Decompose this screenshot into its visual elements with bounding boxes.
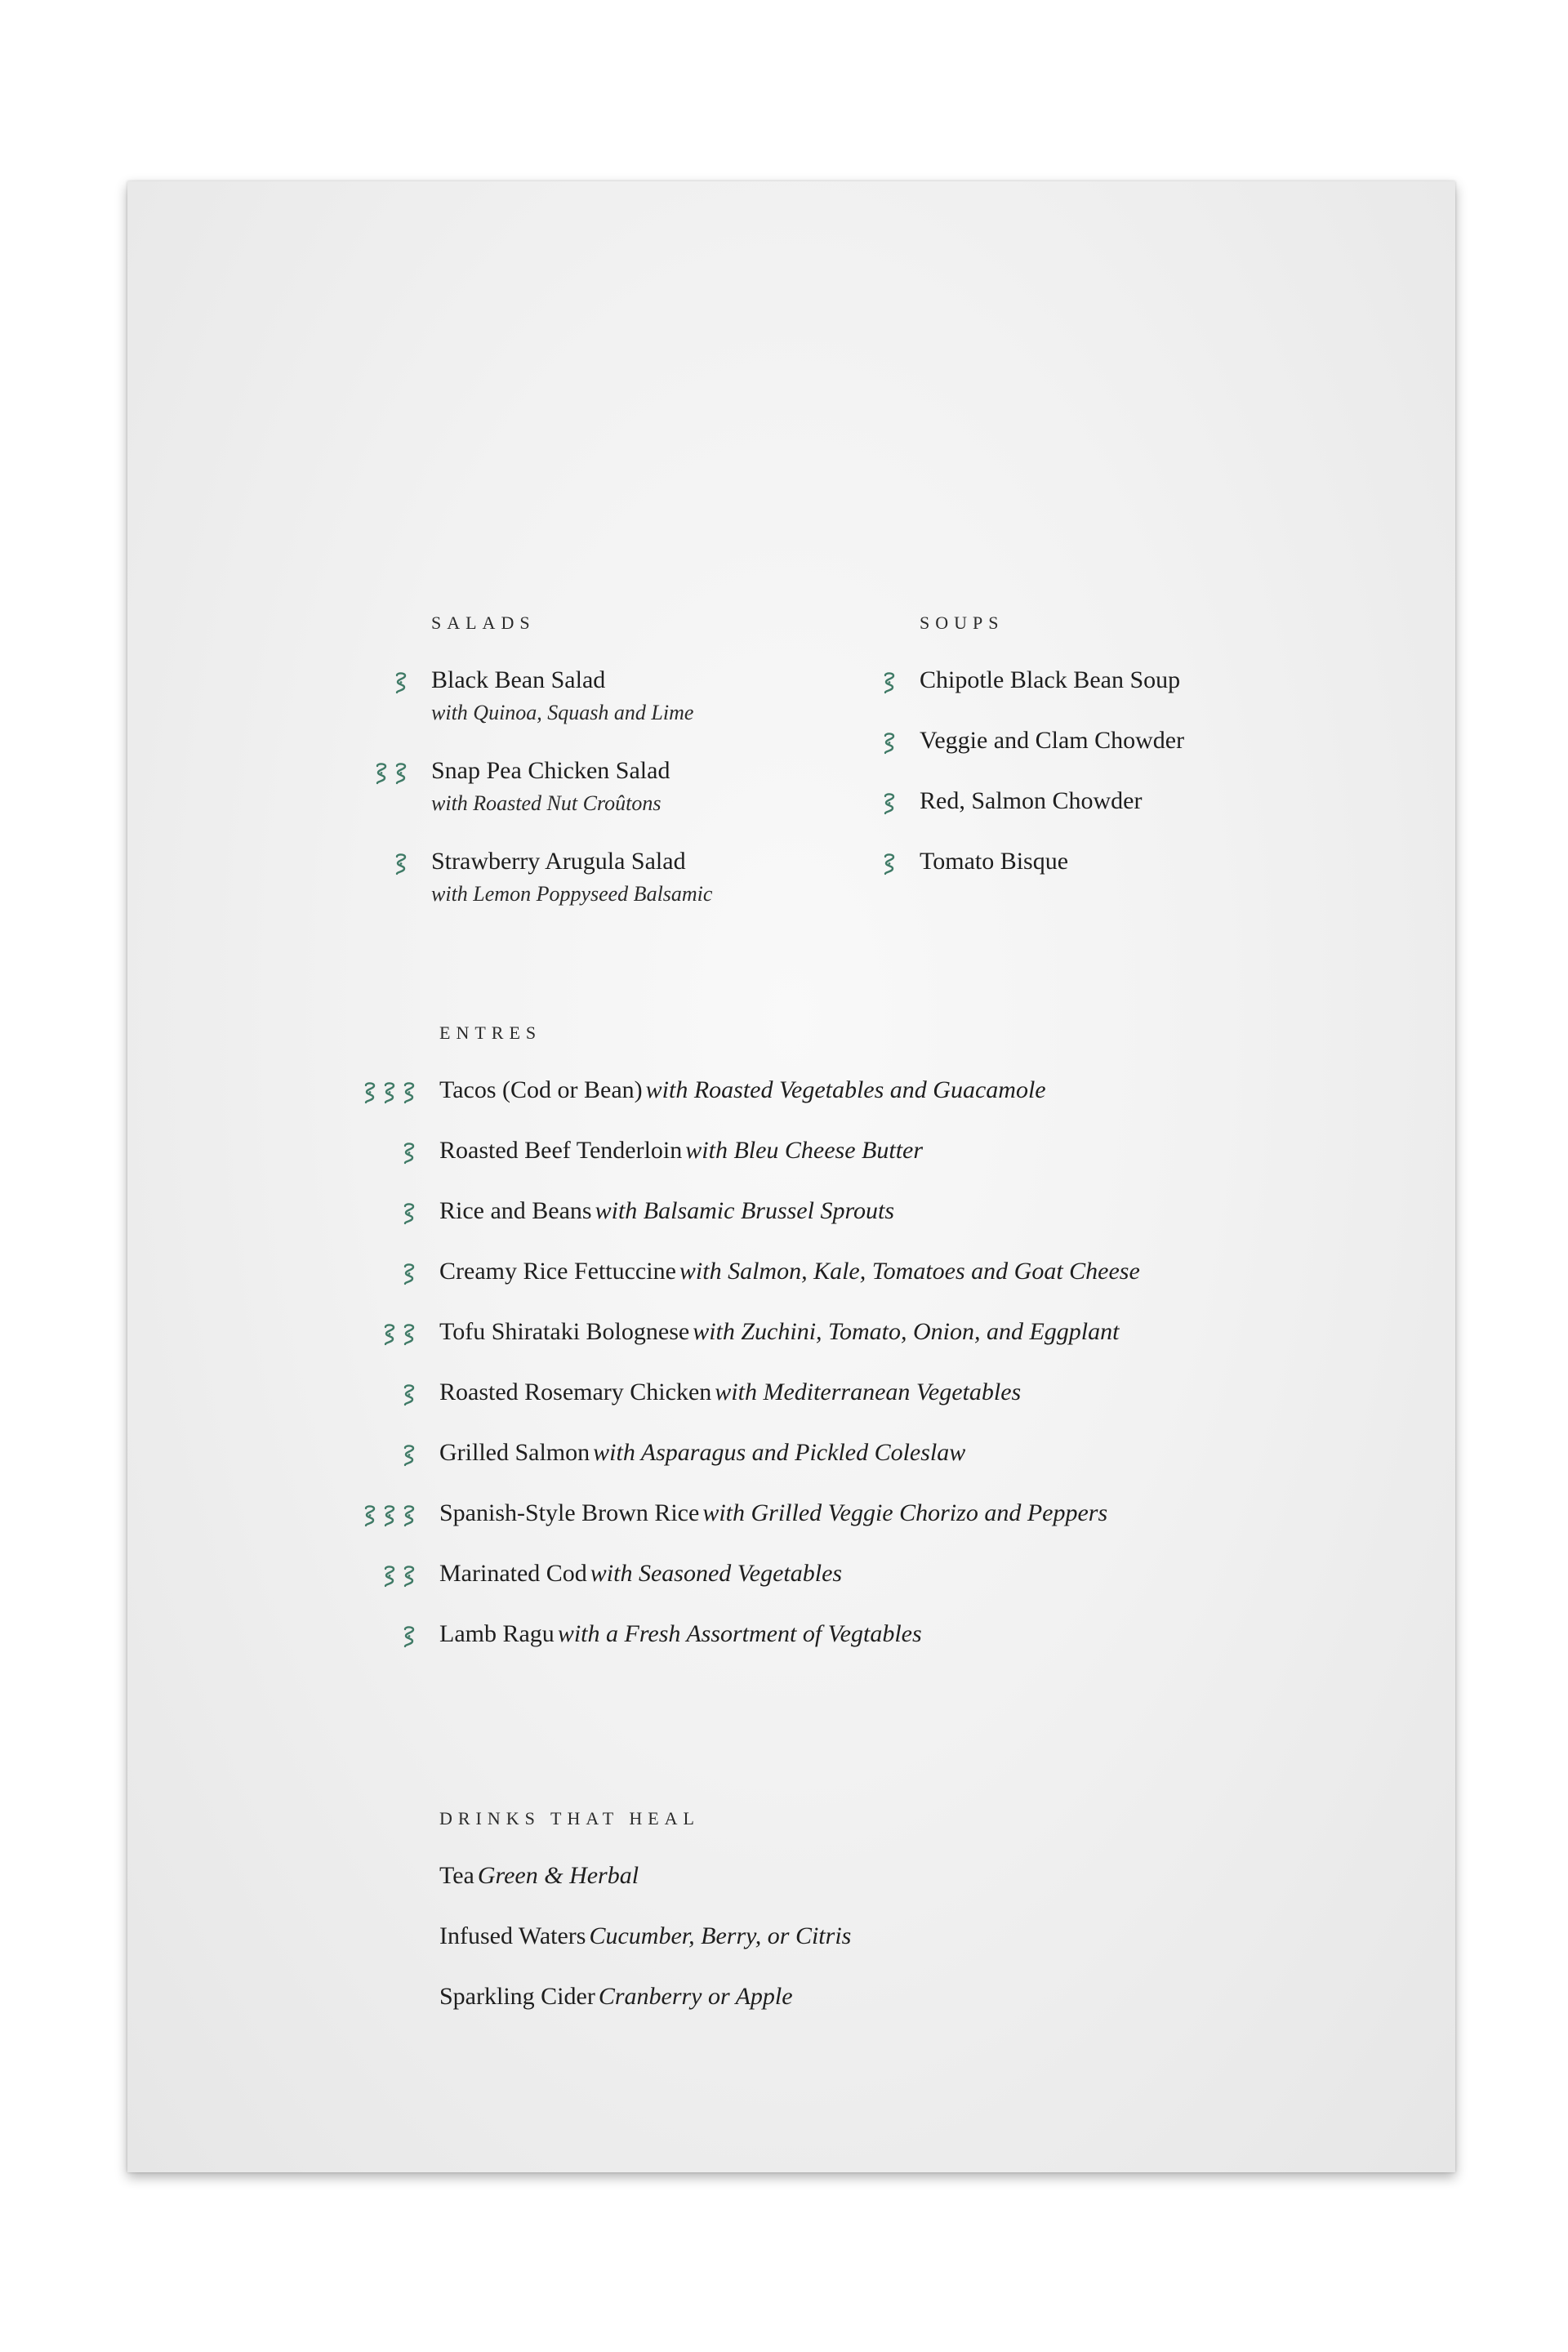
salad-sub-2: with Roasted Nut Croûtons [431,791,662,815]
entres-title: ENTRES [439,1022,542,1043]
soup-marks-3 [882,789,897,818]
entre-name-3: Rice and Beans [439,1197,592,1224]
drink-desc-1: Green & Herbal [477,1862,639,1889]
entre-marks-2 [402,1138,416,1168]
entre-name-7: Grilled Salmon [439,1439,590,1466]
drinks-title: DRINKS THAT HEAL [439,1808,700,1829]
drink-row-3 [439,1983,793,2011]
salad-sub-3: with Lemon Poppyseed Balsamic [431,882,713,906]
entre-row-10 [439,1620,922,1648]
entre-marks-6 [402,1380,416,1410]
drink-desc-3: Cranberry or Apple [598,1983,793,2010]
entre-row-2 [439,1137,923,1165]
soup-name-4: Tomato Bisque [920,848,1069,875]
entre-desc-8: with Grilled Veggie Chorizo and Peppers [702,1499,1108,1526]
spiral-icon [402,1080,416,1105]
drink-name-2: Infused Waters [439,1922,586,1949]
entre-marks-7 [402,1441,416,1470]
spiral-icon [402,1564,416,1588]
entre-marks-10 [402,1622,416,1651]
soups-title: SOUPS [920,612,1004,633]
salad-marks-1 [394,668,408,697]
spiral-icon [882,731,897,755]
drink-desc-2: Cucumber, Berry, or Citris [589,1922,852,1949]
salad-marks-2 [374,759,408,788]
entre-marks-9 [382,1561,416,1591]
spiral-icon [363,1080,377,1105]
spiral-icon [394,852,408,876]
entre-row-3 [439,1197,894,1225]
entre-row-4 [439,1258,1140,1285]
spiral-icon [363,1503,377,1528]
entre-desc-2: with Bleu Cheese Butter [685,1137,924,1164]
soup-marks-4 [882,849,897,879]
entre-marks-3 [402,1199,416,1228]
entre-name-4: Creamy Rice Fettuccine [439,1258,676,1285]
soup-marks-2 [882,728,897,758]
entre-row-6 [439,1379,1021,1406]
drink-row-1 [439,1862,639,1890]
spiral-icon [394,670,408,695]
soup-marks-1 [882,668,897,697]
soup-name-1: Chipotle Black Bean Soup [920,666,1181,693]
entre-desc-7: with Asparagus and Pickled Coleslaw [593,1439,966,1466]
entre-desc-1: with Roasted Vegetables and Guacamole [645,1076,1046,1103]
soup-name-2: Veggie and Clam Chowder [920,727,1185,754]
salad-name-2: Snap Pea Chicken Salad [431,757,670,784]
soup-name-3: Red, Salmon Chowder [920,787,1143,814]
spiral-icon [402,1201,416,1226]
spiral-icon [882,791,897,816]
salad-marks-3 [394,849,408,879]
entre-name-8: Spanish-Style Brown Rice [439,1499,700,1526]
spiral-icon [382,1503,397,1528]
salad-name-1: Black Bean Salad [431,666,606,693]
menu-sheet [127,181,1455,2172]
entre-name-1: Tacos (Cod or Bean) [439,1076,643,1103]
entre-row-7 [439,1439,965,1467]
spiral-icon [402,1322,416,1347]
entre-row-9 [439,1560,842,1588]
spiral-icon [402,1141,416,1165]
entre-desc-9: with Seasoned Vegetables [590,1560,843,1587]
drink-name-1: Tea [439,1862,474,1889]
spiral-icon [374,761,389,786]
spiral-icon [382,1322,397,1347]
salads-title: SALADS [431,612,536,633]
entre-row-5 [439,1318,1119,1346]
salad-name-3: Strawberry Arugula Salad [431,848,686,875]
entre-marks-8 [363,1501,416,1530]
entre-marks-1 [363,1078,416,1107]
spiral-icon [402,1503,416,1528]
entre-row-8 [439,1499,1107,1527]
entre-desc-10: with a Fresh Assortment of Vegtables [557,1620,922,1647]
entre-name-9: Marinated Cod [439,1560,587,1587]
entre-name-6: Roasted Rosemary Chicken [439,1379,712,1405]
salad-sub-1: with Quinoa, Squash and Lime [431,701,694,724]
entre-name-5: Tofu Shirataki Bolognese [439,1318,690,1345]
entre-marks-4 [402,1259,416,1289]
entre-name-2: Roasted Beef Tenderloin [439,1137,683,1164]
spiral-icon [382,1564,397,1588]
spiral-icon [402,1262,416,1286]
spiral-icon [382,1080,397,1105]
spiral-icon [402,1383,416,1407]
spiral-icon [402,1624,416,1649]
entre-row-1 [439,1076,1046,1104]
spiral-icon [402,1443,416,1468]
entre-name-10: Lamb Ragu [439,1620,555,1647]
spiral-icon [394,761,408,786]
entre-desc-4: with Salmon, Kale, Tomatoes and Goat Cheese [679,1258,1140,1285]
drink-name-3: Sparkling Cider [439,1983,595,2010]
drink-row-2 [439,1922,851,1950]
entre-desc-6: with Mediterranean Vegetables [715,1379,1022,1405]
entre-desc-5: with Zuchini, Tomato, Onion, and Eggplant [693,1318,1120,1345]
entre-marks-5 [382,1320,416,1349]
entre-desc-3: with Balsamic Brussel Sprouts [595,1197,895,1224]
spiral-icon [882,670,897,695]
spiral-icon [882,852,897,876]
